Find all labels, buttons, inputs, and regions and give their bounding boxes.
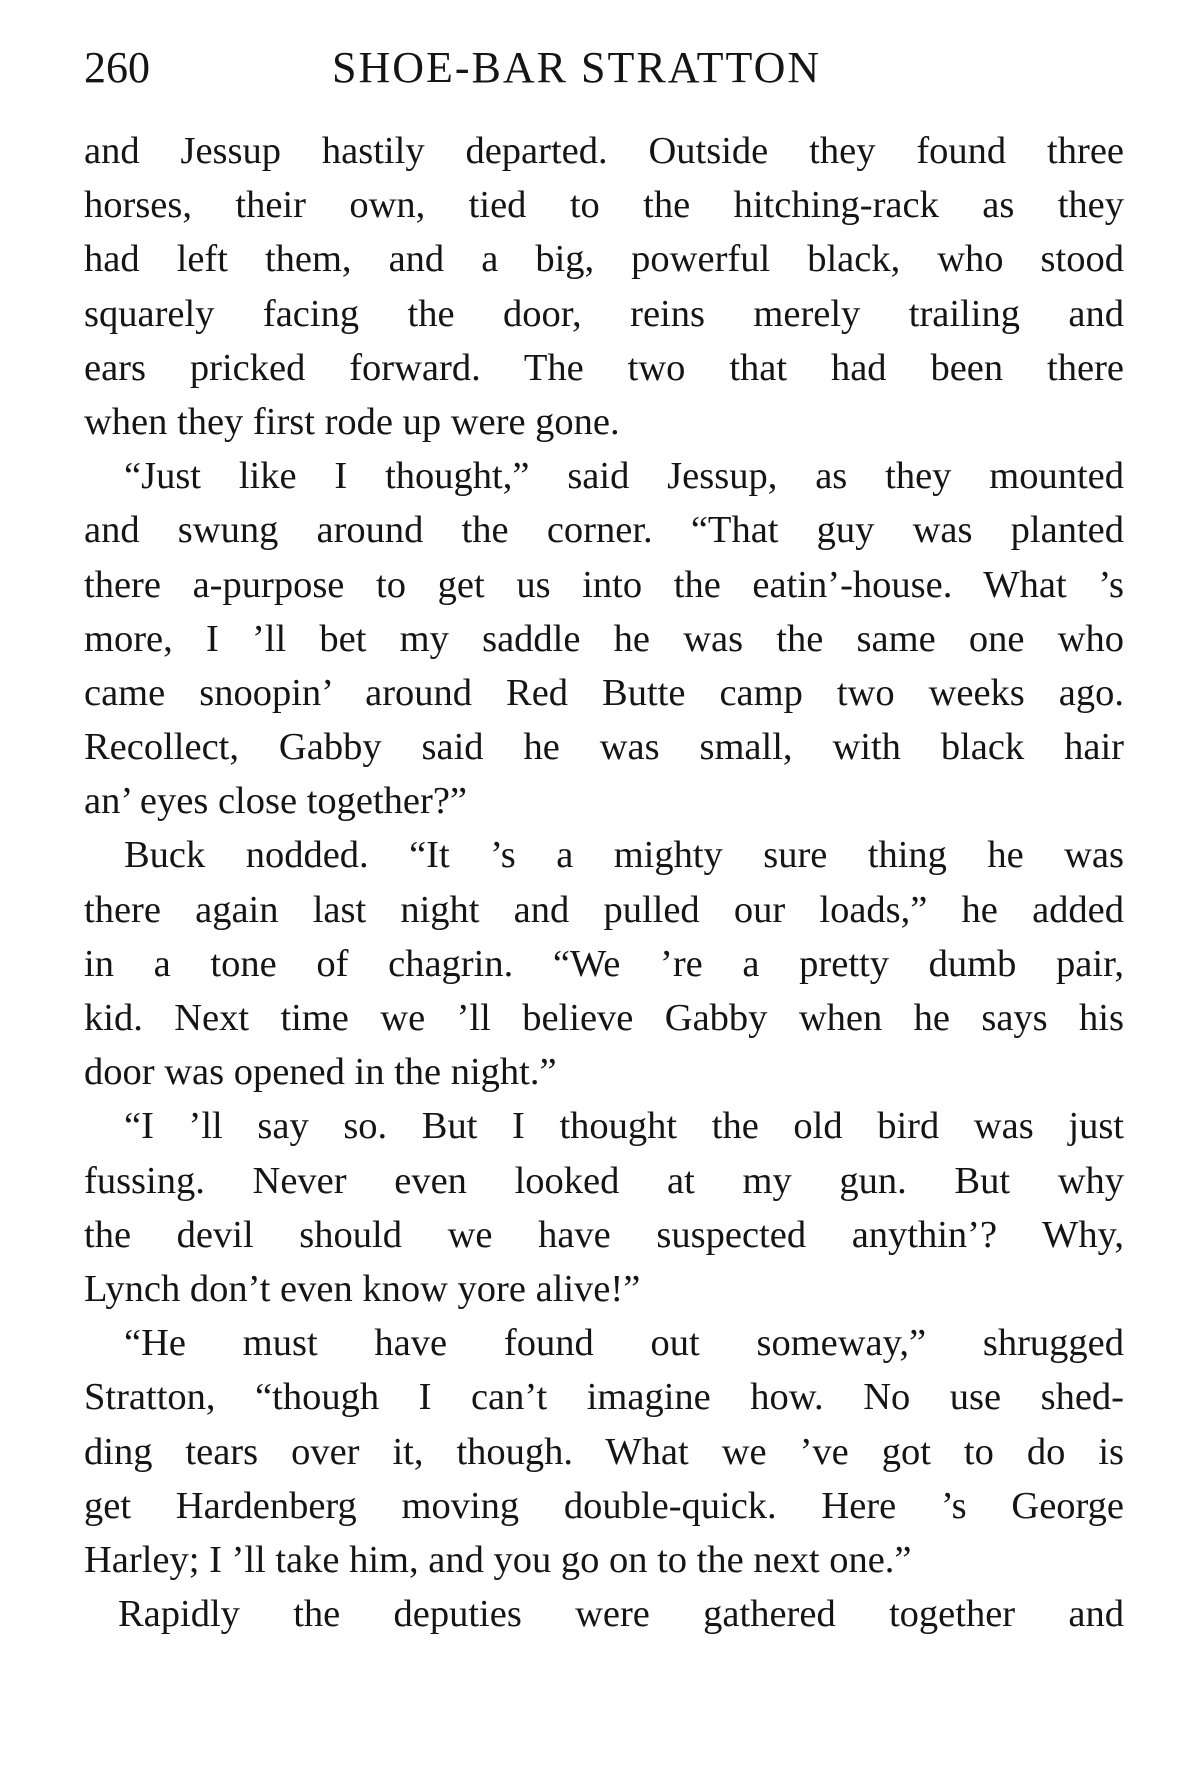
text-line: there again last night and pulled our loads,” he added <box>84 888 1124 931</box>
text-line: “Just like I thought,” said Jessup, as they mounted <box>124 455 1124 498</box>
text-line: get Hardenberg moving double-quick. Here ’s George <box>84 1484 1124 1527</box>
text-line: door was opened in the night.” <box>84 1051 557 1094</box>
text-line: “I ’ll say so. But I thought the old bird was just <box>124 1105 1124 1148</box>
text-line: in a tone of chagrin. “We ’re a pretty dumb pair, <box>84 942 1124 985</box>
text-line: kid. Next time we ’ll believe Gabby when he says his <box>84 997 1124 1039</box>
text-line: had left them, and a big, powerful black, who stood <box>84 238 1124 281</box>
body-text <box>84 124 1124 1641</box>
text-line: horses, their own, tied to the hitching-rack as they <box>84 184 1124 227</box>
text-line: and Jessup hastily departed. Outside they found three <box>84 130 1124 172</box>
running-title: SHOE-BAR STRATTON <box>332 43 822 92</box>
text-line: “He must have found out someway,” shrugged <box>124 1322 1124 1365</box>
text-line: came snoopin’ around Red Butte camp two weeks ago. <box>84 671 1124 714</box>
text-line: ears pricked forward. The two that had been there <box>84 346 1124 389</box>
text-line: Stratton, “though I can’t imagine how. No use shed- <box>84 1376 1124 1419</box>
text-line: when they first rode up were gone. <box>84 400 620 443</box>
text-line: an’ eyes close together?” <box>84 780 468 823</box>
text-line: squarely facing the door, reins merely trailing and <box>84 292 1124 335</box>
text-line: more, I ’ll bet my saddle he was the same one who <box>84 617 1124 660</box>
text-line: Rapidly the deputies were gathered together and <box>118 1593 1124 1636</box>
text-line: and swung around the corner. “That guy was planted <box>84 509 1124 552</box>
text-line: Lynch don’t even know yore alive!” <box>84 1267 641 1310</box>
text-line: ding tears over it, though. What we ’ve got to do is <box>84 1430 1124 1473</box>
text-line: Recollect, Gabby said he was small, with black hair <box>84 726 1124 769</box>
text-line: there a-purpose to get us into the eatin’-house. What ’s <box>84 563 1124 606</box>
text-line: Buck nodded. “It ’s a mighty sure thing he was <box>124 834 1124 877</box>
text-line: fussing. Never even looked at my gun. But why <box>84 1159 1124 1202</box>
page-number: 260 <box>84 43 150 92</box>
text-line: Harley; I ’ll take him, and you go on to the next one.” <box>84 1538 912 1581</box>
running-head <box>84 38 1124 98</box>
text-line: the devil should we have suspected anythin’? Why, <box>84 1213 1124 1256</box>
